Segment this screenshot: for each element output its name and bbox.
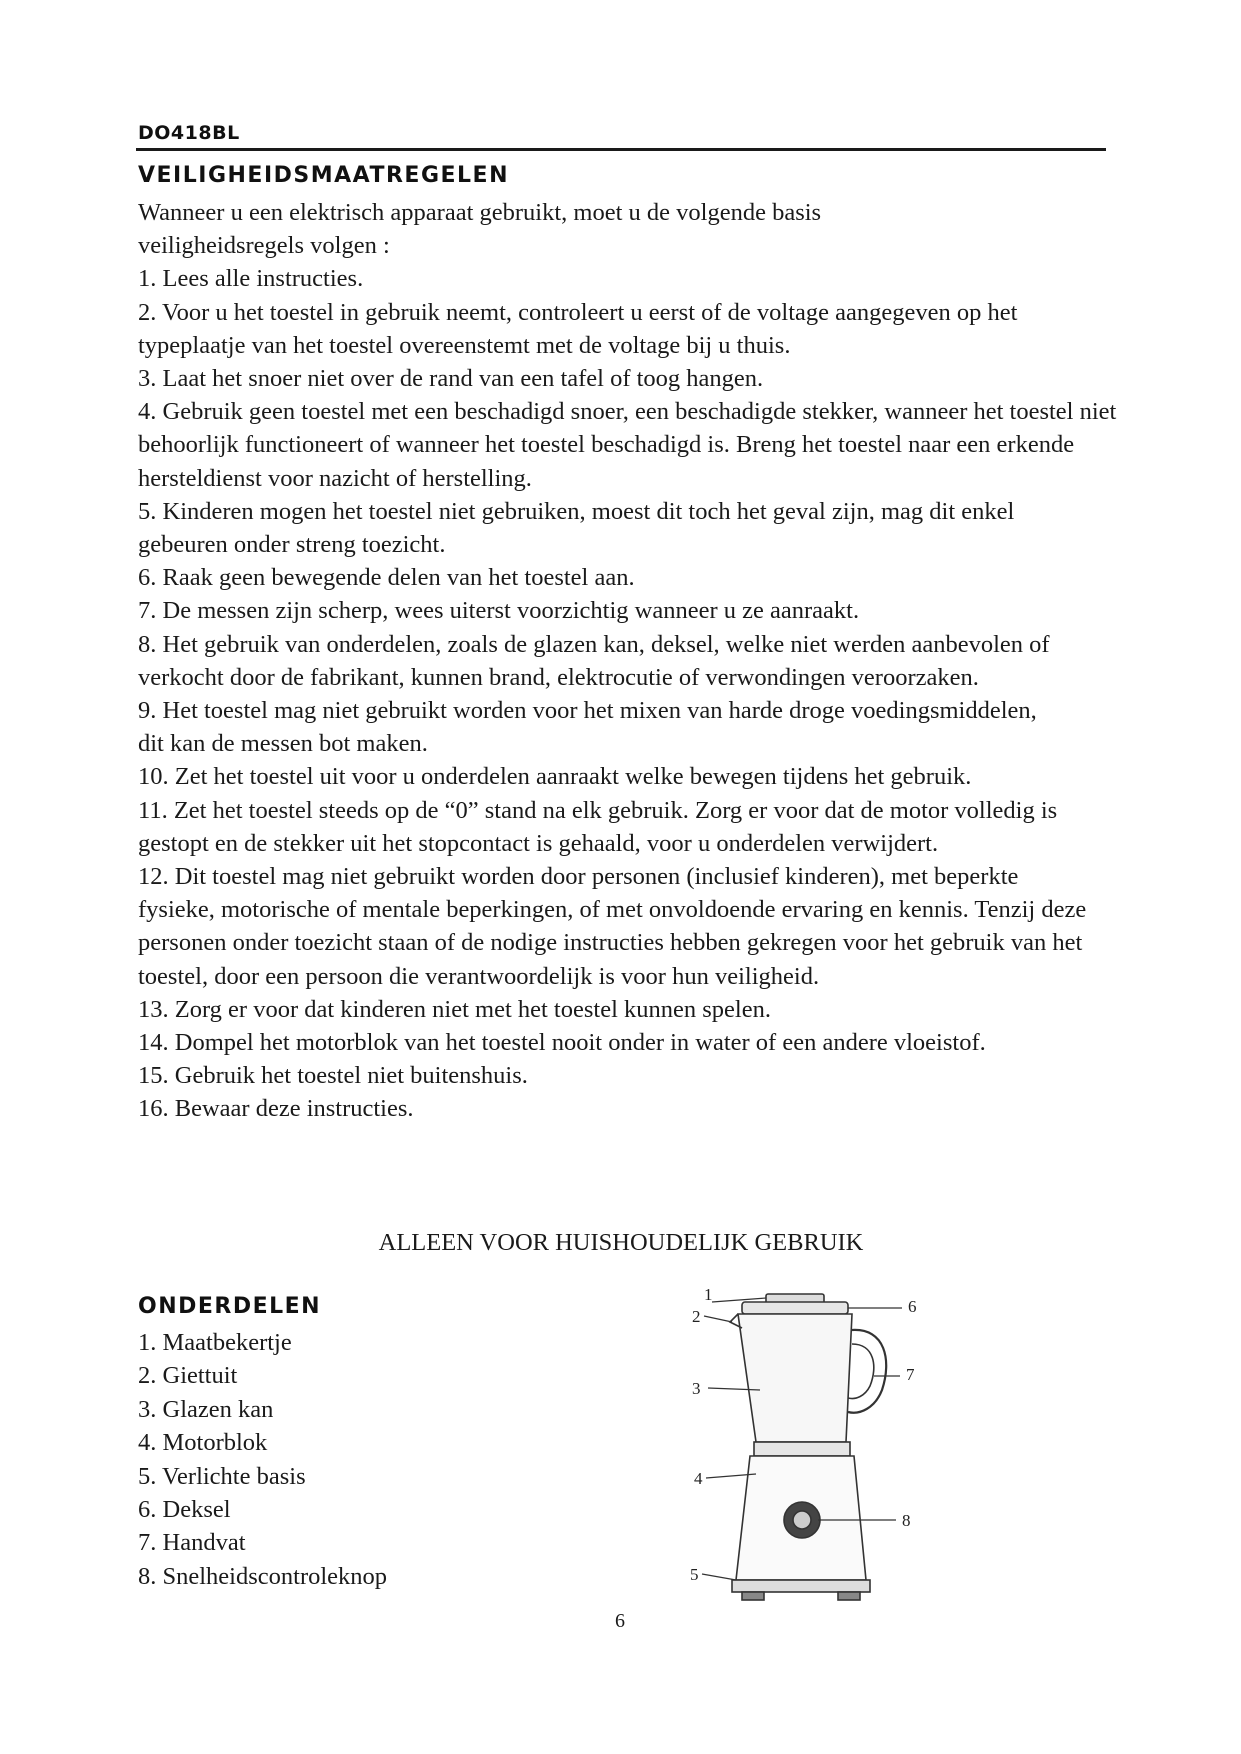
safety-heading: VEILIGHEIDSMAATREGELEN: [138, 163, 509, 188]
part-item: 7. Handvat: [138, 1529, 246, 1557]
blender-diagram: [670, 1280, 950, 1620]
safety-item: 1. Lees alle instructies.: [138, 265, 364, 293]
model-number: DO418BL: [138, 122, 240, 144]
part-item: 2. Giettuit: [138, 1362, 238, 1390]
handle-shape: [848, 1330, 886, 1413]
callout-3: 3: [692, 1379, 701, 1398]
safety-item: 10. Zet het toestel uit voor u onderdelen aanraakt welke bewegen tijdens het gebruik.: [138, 763, 972, 791]
part-item: 5. Verlichte basis: [138, 1462, 306, 1490]
lid-shape: [742, 1302, 848, 1314]
safety-text: [138, 196, 1118, 1126]
blender-illustration: [730, 1294, 886, 1600]
callout-5: 5: [690, 1565, 699, 1584]
safety-item: 16. Bewaar deze instructies.: [138, 1095, 414, 1123]
parts-heading: ONDERDELEN: [138, 1294, 322, 1319]
callout-7: 7: [906, 1365, 915, 1384]
safety-item: 8. Het gebruik van onderdelen, zoals de glazen kan, deksel, welke niet werden aanbevolen of verkocht door de fabrikant, kunnen brand, elektrocutie of verwondingen veroorzaken.: [138, 630, 1050, 691]
safety-item: 7. De messen zijn scherp, wees uiterst voorzichtig wanneer u ze aanraakt.: [138, 597, 860, 625]
header-rule: [136, 148, 1106, 151]
safety-item: 3. Laat het snoer niet over de rand van een tafel of toog hangen.: [138, 365, 764, 393]
part-item: 3. Glazen kan: [138, 1395, 274, 1423]
callout-6: 6: [908, 1297, 917, 1316]
safety-item: 5. Kinderen mogen het toestel niet gebruiken, moest dit toch het geval zijn, mag dit enkel gebeuren onder streng toezicht.: [138, 497, 1015, 559]
callout-1: 1: [704, 1285, 713, 1304]
safety-intro: Wanneer u een elektrisch apparaat gebruikt, moet u de volgende basis veiligheidsregels volgen :: [138, 199, 822, 260]
household-use-note: ALLEEN VOOR HUISHOUDELIJK GEBRUIK: [378, 1229, 864, 1256]
part-item: 1. Maatbekertje: [138, 1329, 292, 1356]
safety-item: 6. Raak geen bewegende delen van het toestel aan.: [138, 564, 635, 592]
page-number: 6: [615, 1610, 625, 1632]
callout-2: 2: [692, 1307, 701, 1326]
part-item: 4. Motorblok: [138, 1429, 268, 1457]
safety-item: 13. Zorg er voor dat kinderen niet met het toestel kunnen spelen.: [138, 995, 771, 1023]
safety-item: 15. Gebruik het toestel niet buitenshuis.: [138, 1062, 528, 1090]
safety-item: 14. Dompel het motorblok van het toestel nooit onder in water of een andere vloeistof.: [138, 1029, 986, 1057]
safety-item: 9. Het toestel mag niet gebruikt worden voor het mixen van harde droge voedingsmiddelen, dit kan de messen bot maken.: [138, 697, 1037, 758]
handle-inner-shape: [848, 1344, 874, 1399]
callout-4: 4: [694, 1469, 703, 1488]
jar-shape: [738, 1314, 852, 1442]
safety-item: 11. Zet het toestel steeds op de “0” stand na elk gebruik. Zorg er voor dat de motor volledig is gestopt en de stekker uit het stopcontact is gehaald, voor u onderdelen verwijdert.: [138, 796, 1058, 857]
safety-item: 2. Voor u het toestel in gebruik neemt, controleert u eerst of de voltage aangegeven op het typeplaatje van het toestel overeenstemt met de voltage bij u thuis.: [138, 298, 1018, 359]
illuminated-base-shape: [732, 1580, 870, 1592]
callout-8: 8: [902, 1511, 911, 1530]
parts-list: [138, 1326, 387, 1593]
part-item: 8. Snelheidscontroleknop: [138, 1562, 388, 1590]
jar-collar-shape: [754, 1442, 850, 1456]
part-item: 6. Deksel: [138, 1496, 231, 1524]
safety-item: 4. Gebruik geen toestel met een beschadigd snoer, een beschadigde stekker, wanneer het toestel niet behoorlijk functioneert of wanneer het toestel beschadigd is. Breng het toestel naar een erkende hersteldienst voor nazicht of herstelling.: [138, 398, 1117, 492]
safety-item: 12. Dit toestel mag niet gebruikt worden door personen (inclusief kinderen), met beperkte fysieke, motorische of mentale beperkingen, of met onvoldoende ervaring en kennis. Tenzij deze personen onder toezicht staan of de nodige instructies hebben gekregen voor het gebruik van het toestel, door een persoon die verantwoordelijk is voor hun veiligheid.: [138, 863, 1087, 990]
